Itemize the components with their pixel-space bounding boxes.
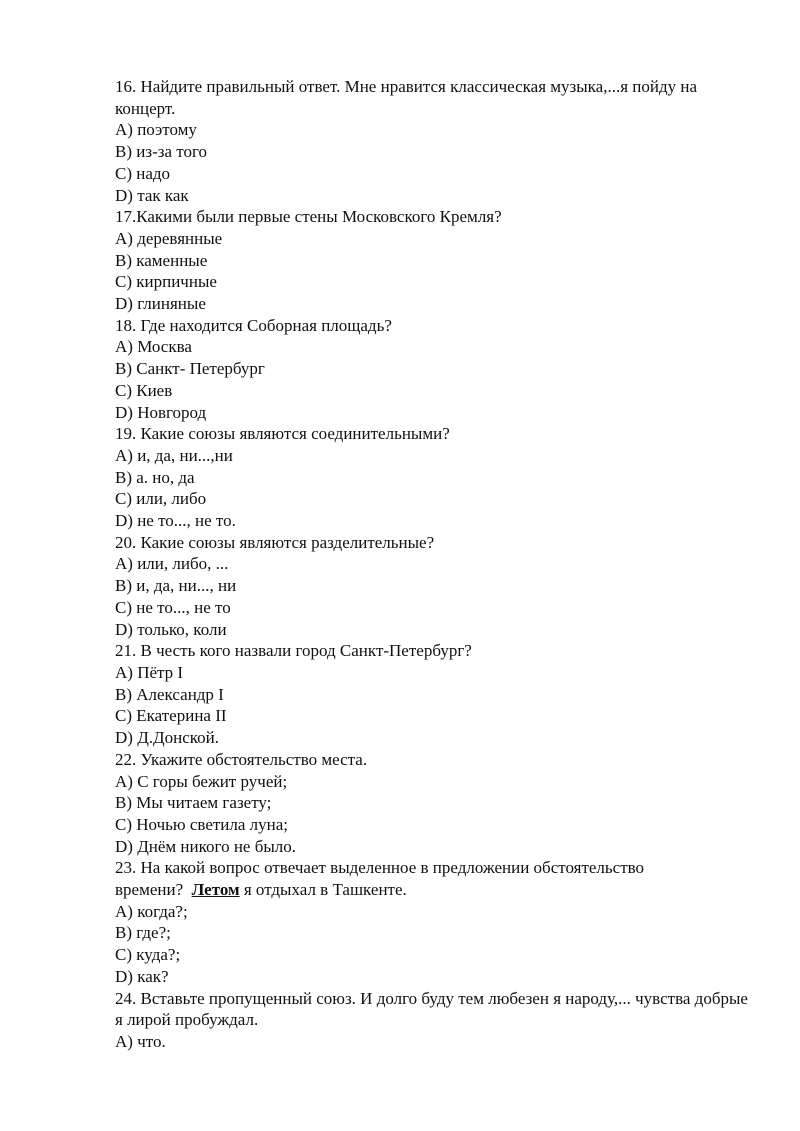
question-22-option-b: B) Мы читаем газету; bbox=[115, 793, 272, 813]
question-18-text: 18. Где находится Соборная площадь? bbox=[115, 315, 392, 335]
question-23-option-c: C) куда?; bbox=[115, 945, 181, 965]
question-16-text: 16. Найдите правильный ответ. Мне нравится классическая музыка,...я пойду на концерт. bbox=[115, 77, 698, 118]
question-21-option-d: D) Д.Донской. bbox=[115, 728, 220, 748]
question-19-option-d: D) не то..., не то. bbox=[115, 511, 236, 531]
question-17-option-b: B) каменные bbox=[115, 250, 208, 270]
question-20-option-a: A) или, либо, ... bbox=[115, 554, 229, 574]
question-23-option-a: A) когда?; bbox=[115, 901, 188, 921]
question-23-text-line-1: 23. На какой вопрос отвечает выделенное в предложении обстоятельство bbox=[115, 858, 645, 878]
document-page bbox=[115, 76, 755, 1053]
question-23-prefix: времени? bbox=[115, 880, 192, 900]
question-19-option-b: B) а. но, да bbox=[115, 467, 195, 487]
question-22-text: 22. Укажите обстоятельство места. bbox=[115, 749, 368, 769]
question-23-option-d: D) как? bbox=[115, 966, 169, 986]
question-22-option-c: C) Ночью светила луна; bbox=[115, 814, 289, 834]
question-17-option-a: A) деревянные bbox=[115, 228, 223, 248]
question-23-suffix: я отдыхал в Ташкенте. bbox=[239, 880, 407, 900]
question-18-option-b: B) Санкт- Петербург bbox=[115, 359, 265, 379]
question-16-option-d: D) так как bbox=[115, 185, 189, 205]
question-17-text: 17.Какими были первые стены Московского Кремля? bbox=[115, 207, 502, 227]
question-18-option-a: A) Москва bbox=[115, 337, 192, 357]
question-20-option-d: D) только, коли bbox=[115, 619, 227, 639]
question-23-option-b: B) где?; bbox=[115, 923, 171, 943]
question-22-option-a: A) С горы бежит ручей; bbox=[115, 771, 288, 791]
question-20-option-c: C) не то..., не то bbox=[115, 597, 231, 617]
question-24-text: 24. Вставьте пропущенный союз. И долго буду тем любезен я народу,... чувства добрые я лирой пробуждал. bbox=[115, 988, 748, 1030]
question-21-text: 21. В честь кого назвали город Санкт-Петербург? bbox=[115, 641, 472, 661]
question-21-option-c: C) Екатерина II bbox=[115, 706, 227, 726]
question-18-option-d: D) Новгород bbox=[115, 402, 207, 422]
question-16-option-c: C) надо bbox=[115, 163, 171, 183]
question-23-highlighted-word: Летом bbox=[191, 880, 240, 900]
question-22-option-d: D) Днём никого не было. bbox=[115, 836, 297, 856]
question-19-option-c: C) или, либо bbox=[115, 489, 207, 509]
question-20-text: 20. Какие союзы являются разделительные? bbox=[115, 532, 435, 552]
question-19-text: 19. Какие союзы являются соединительными? bbox=[115, 424, 450, 444]
question-18-option-c: C) Киев bbox=[115, 380, 173, 400]
question-21-option-b: B) Александр I bbox=[115, 684, 224, 704]
question-21-option-a: A) Пётр I bbox=[115, 662, 184, 682]
question-20-option-b: B) и, да, ни..., ни bbox=[115, 576, 237, 596]
question-17-option-d: D) глиняные bbox=[115, 294, 206, 314]
question-16-option-b: B) из-за того bbox=[115, 142, 207, 162]
question-24-option-a: A) что. bbox=[115, 1031, 166, 1051]
question-16-option-a: A) поэтому bbox=[115, 120, 197, 140]
question-23-text-line-2 bbox=[115, 879, 755, 901]
question-17-option-c: C) кирпичные bbox=[115, 272, 217, 292]
question-19-option-a: A) и, да, ни...,ни bbox=[115, 445, 233, 465]
